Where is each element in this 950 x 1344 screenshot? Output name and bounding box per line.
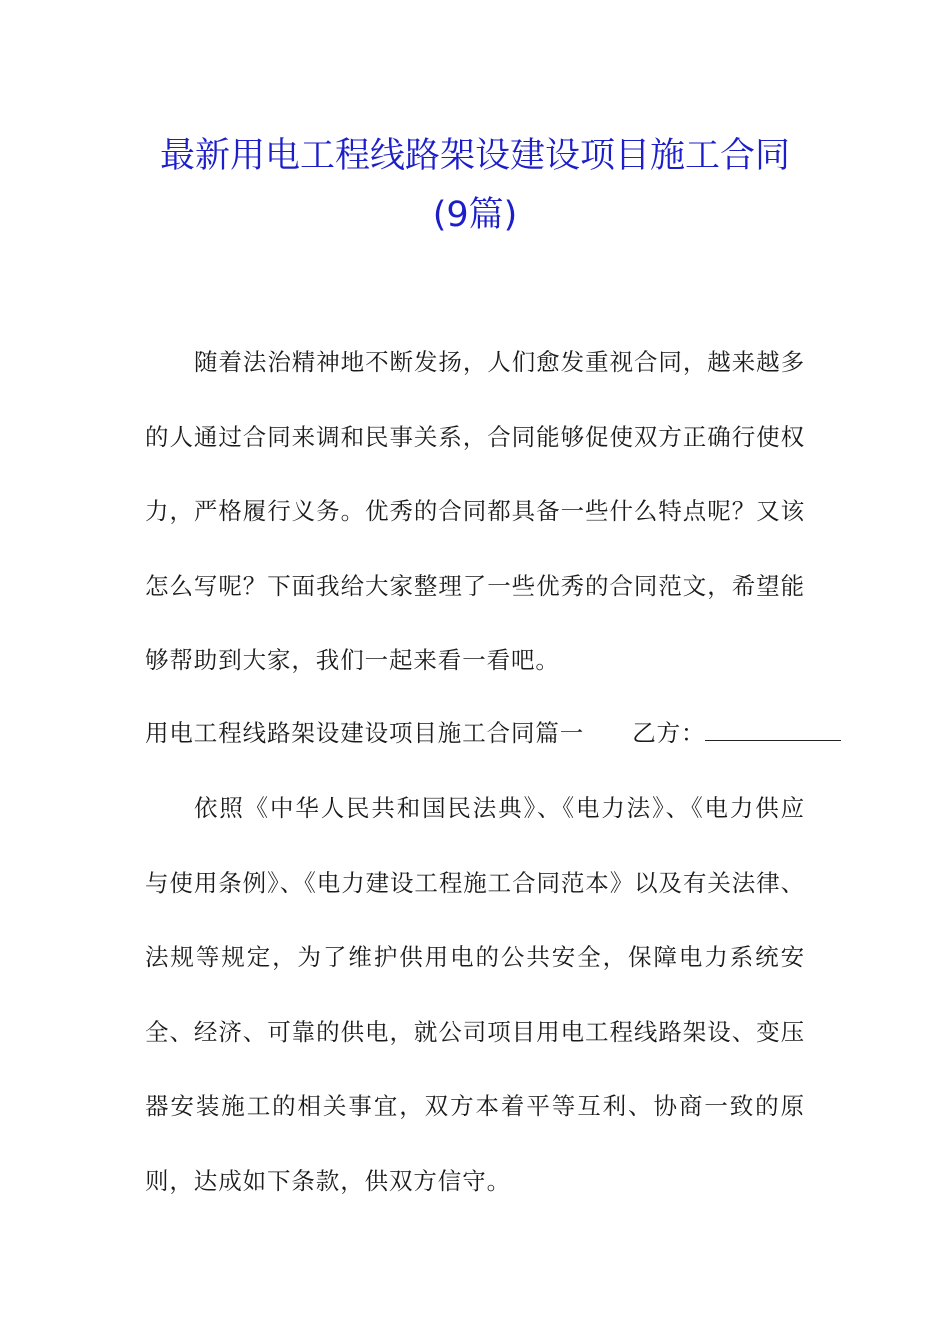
document-title: 最新用电工程线路架设建设项目施工合同 (159, 136, 790, 176)
party-b-blank-field (705, 722, 841, 741)
body-paragraph: 依照《中华人民共和国民法典》、《电力法》、《电力供应与使用条例》、《电力建设工程施工合同范本》以及有关法律、法规等规定，为了维护供用电的公共安全，保障电力系统安全、经济、可靠的供电，就公司项目用电工程线路架设、变压器安装施工的相关事宜，双方本着平等互利、协商一致的原则，达成如下条款，供双方信守。 (145, 794, 805, 1195)
party-b-label: 乙方： (632, 719, 706, 747)
section-heading: 用电工程线路架设建设项目施工合同篇一 (145, 719, 585, 747)
document-title-count: (9篇) (432, 195, 518, 235)
intro-paragraph: 随着法治精神地不断发扬，人们愈发重视合同，越来越多的人通过合同来调和民事关系，合同能够促使双方正确行使权力，严格履行义务。优秀的合同都具备一些什么特点呢？又该怎么写呢？下面我给大家整理了一些优秀的合同范文，希望能够帮助到大家，我们一起来看一看吧。 (145, 348, 805, 674)
section-heading-line (145, 696, 841, 771)
